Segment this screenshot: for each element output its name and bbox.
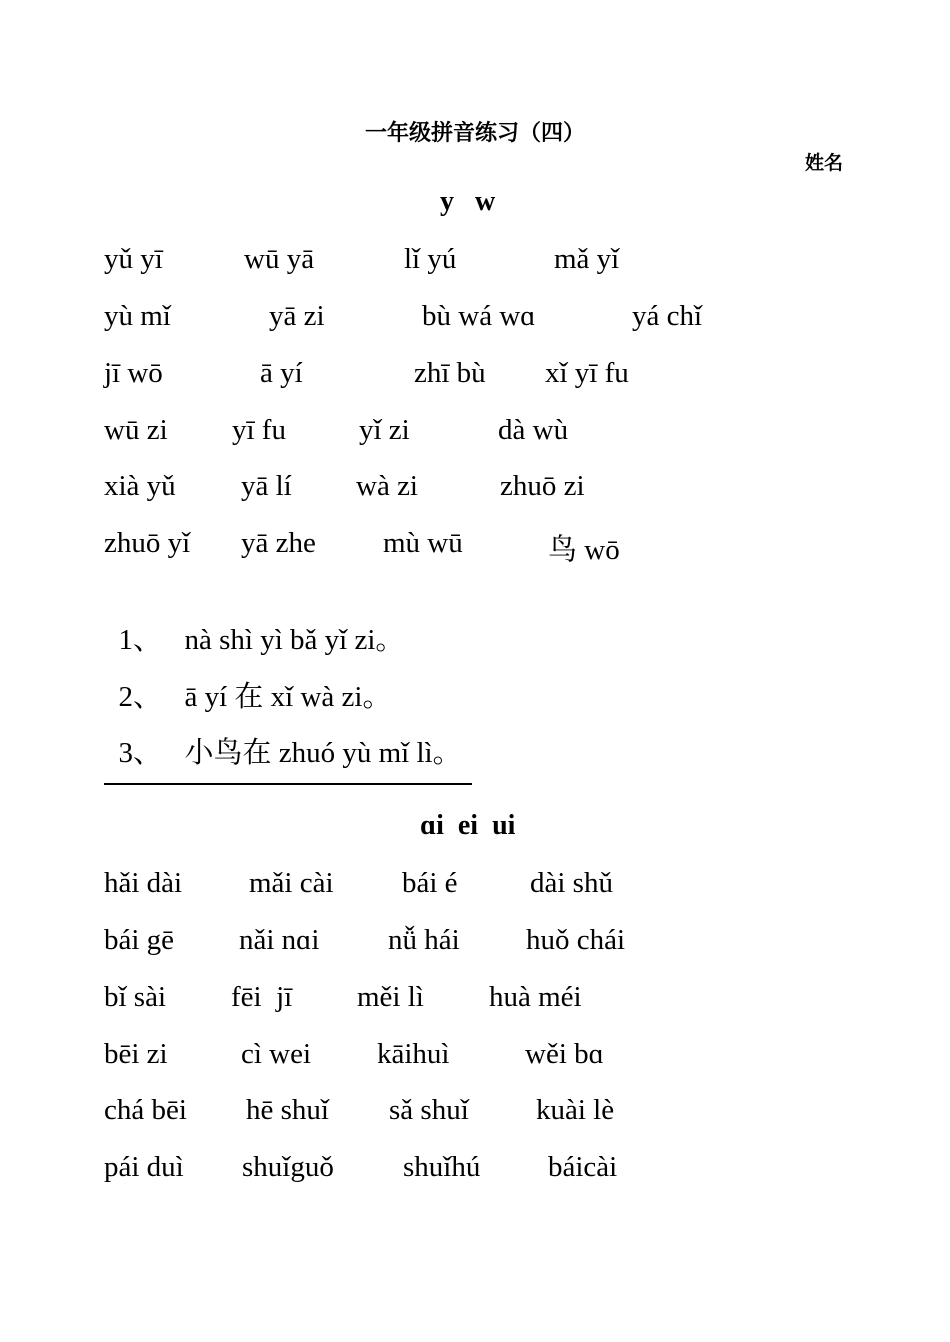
name-label: 姓名 — [805, 152, 844, 174]
pinyin-word: 鸟 wō — [548, 534, 620, 566]
pinyin-word: wà zi — [356, 470, 418, 502]
pinyin-word: xià yǔ — [104, 470, 176, 502]
pinyin-word: mǎ yǐ — [554, 243, 620, 275]
pinyin-word: yā zi — [269, 300, 325, 332]
pinyin-word: yǔ yī — [104, 243, 163, 275]
pinyin-word: zhī bù — [414, 357, 486, 389]
pinyin-word: hǎi dài — [104, 867, 183, 899]
word-row — [0, 357, 950, 397]
pinyin-word: yā lí — [241, 470, 292, 502]
pinyin-word: bái é — [402, 867, 458, 899]
pinyin-word: yǐ zi — [359, 414, 410, 446]
section-heading-ai-ei-ui: ɑi ei ui — [420, 810, 516, 841]
pinyin-word: chá bēi — [104, 1094, 187, 1126]
pinyin-word: wěi bɑ — [525, 1038, 604, 1070]
pinyin-word: yá chǐ — [632, 300, 703, 332]
sentence-3 — [104, 697, 462, 771]
word-row — [0, 470, 950, 510]
pinyin-word: nǎi nɑi — [239, 924, 320, 956]
sentence-text: nà shì yì bǎ yǐ zi。 — [184, 624, 405, 656]
pinyin-word: shuǐguǒ — [242, 1151, 334, 1183]
section-divider — [104, 783, 472, 785]
pinyin-word: ā yí — [260, 357, 303, 389]
word-row — [0, 300, 950, 340]
word-row — [0, 1151, 950, 1191]
word-row — [0, 924, 950, 964]
pinyin-word: mù wū — [383, 527, 463, 559]
sentence-number: 3、 — [118, 737, 163, 769]
pinyin-word: jī wō — [104, 357, 163, 389]
pinyin-word: zhuō zi — [500, 470, 585, 502]
word-row — [0, 414, 950, 454]
pinyin-word: bái gē — [104, 924, 175, 956]
pinyin-word: mǎi cài — [249, 867, 334, 899]
pinyin-word: sǎ shuǐ — [389, 1094, 469, 1126]
pinyin-word: zhuō yǐ — [104, 527, 191, 559]
pinyin-word: wū yā — [244, 243, 315, 275]
sentence-number: 1、 — [118, 624, 163, 656]
pinyin-word: lǐ yú — [404, 243, 457, 275]
pinyin-word: bēi zi — [104, 1038, 168, 1070]
pinyin-word: kāihuì — [377, 1038, 450, 1070]
sentence-text: ā yí 在 xǐ wà zi。 — [184, 681, 392, 713]
pinyin-word: bǐ sài — [104, 981, 167, 1013]
section-heading-y-w: y w — [440, 186, 496, 217]
sentence-text: 小鸟在 zhuó yù mǐ lì。 — [184, 737, 462, 769]
word-row — [0, 981, 950, 1021]
pinyin-word: fēi jī — [231, 981, 293, 1013]
pinyin-word: měi lì — [357, 981, 424, 1013]
pinyin-word: kuài lè — [536, 1094, 615, 1126]
page-title: 一年级拼音练习（四） — [364, 121, 585, 146]
sentence-number: 2、 — [118, 681, 163, 713]
word-row — [0, 243, 950, 283]
pinyin-word: xǐ yī fu — [545, 357, 629, 389]
pinyin-word: yù mǐ — [104, 300, 171, 332]
word-row — [0, 1038, 950, 1078]
pinyin-word: pái duì — [104, 1151, 184, 1183]
word-row — [0, 867, 950, 907]
word-row — [0, 1094, 950, 1134]
pinyin-word: cì wei — [241, 1038, 312, 1070]
pinyin-word: dài shǔ — [530, 867, 613, 899]
pinyin-word: wū zi — [104, 414, 168, 446]
pinyin-word: dà wù — [498, 414, 569, 446]
pinyin-word: nǚ hái — [388, 924, 460, 956]
word-row — [0, 527, 950, 567]
pinyin-word: huà méi — [489, 981, 582, 1013]
pinyin-word: huǒ chái — [526, 924, 626, 956]
pinyin-word: hē shuǐ — [246, 1094, 329, 1126]
pinyin-word: yī fu — [232, 414, 286, 446]
pinyin-word: báicài — [548, 1151, 618, 1183]
pinyin-word: yā zhe — [241, 527, 316, 559]
pinyin-word: bù wá wɑ — [422, 300, 536, 332]
pinyin-word: shuǐhú — [403, 1151, 481, 1183]
